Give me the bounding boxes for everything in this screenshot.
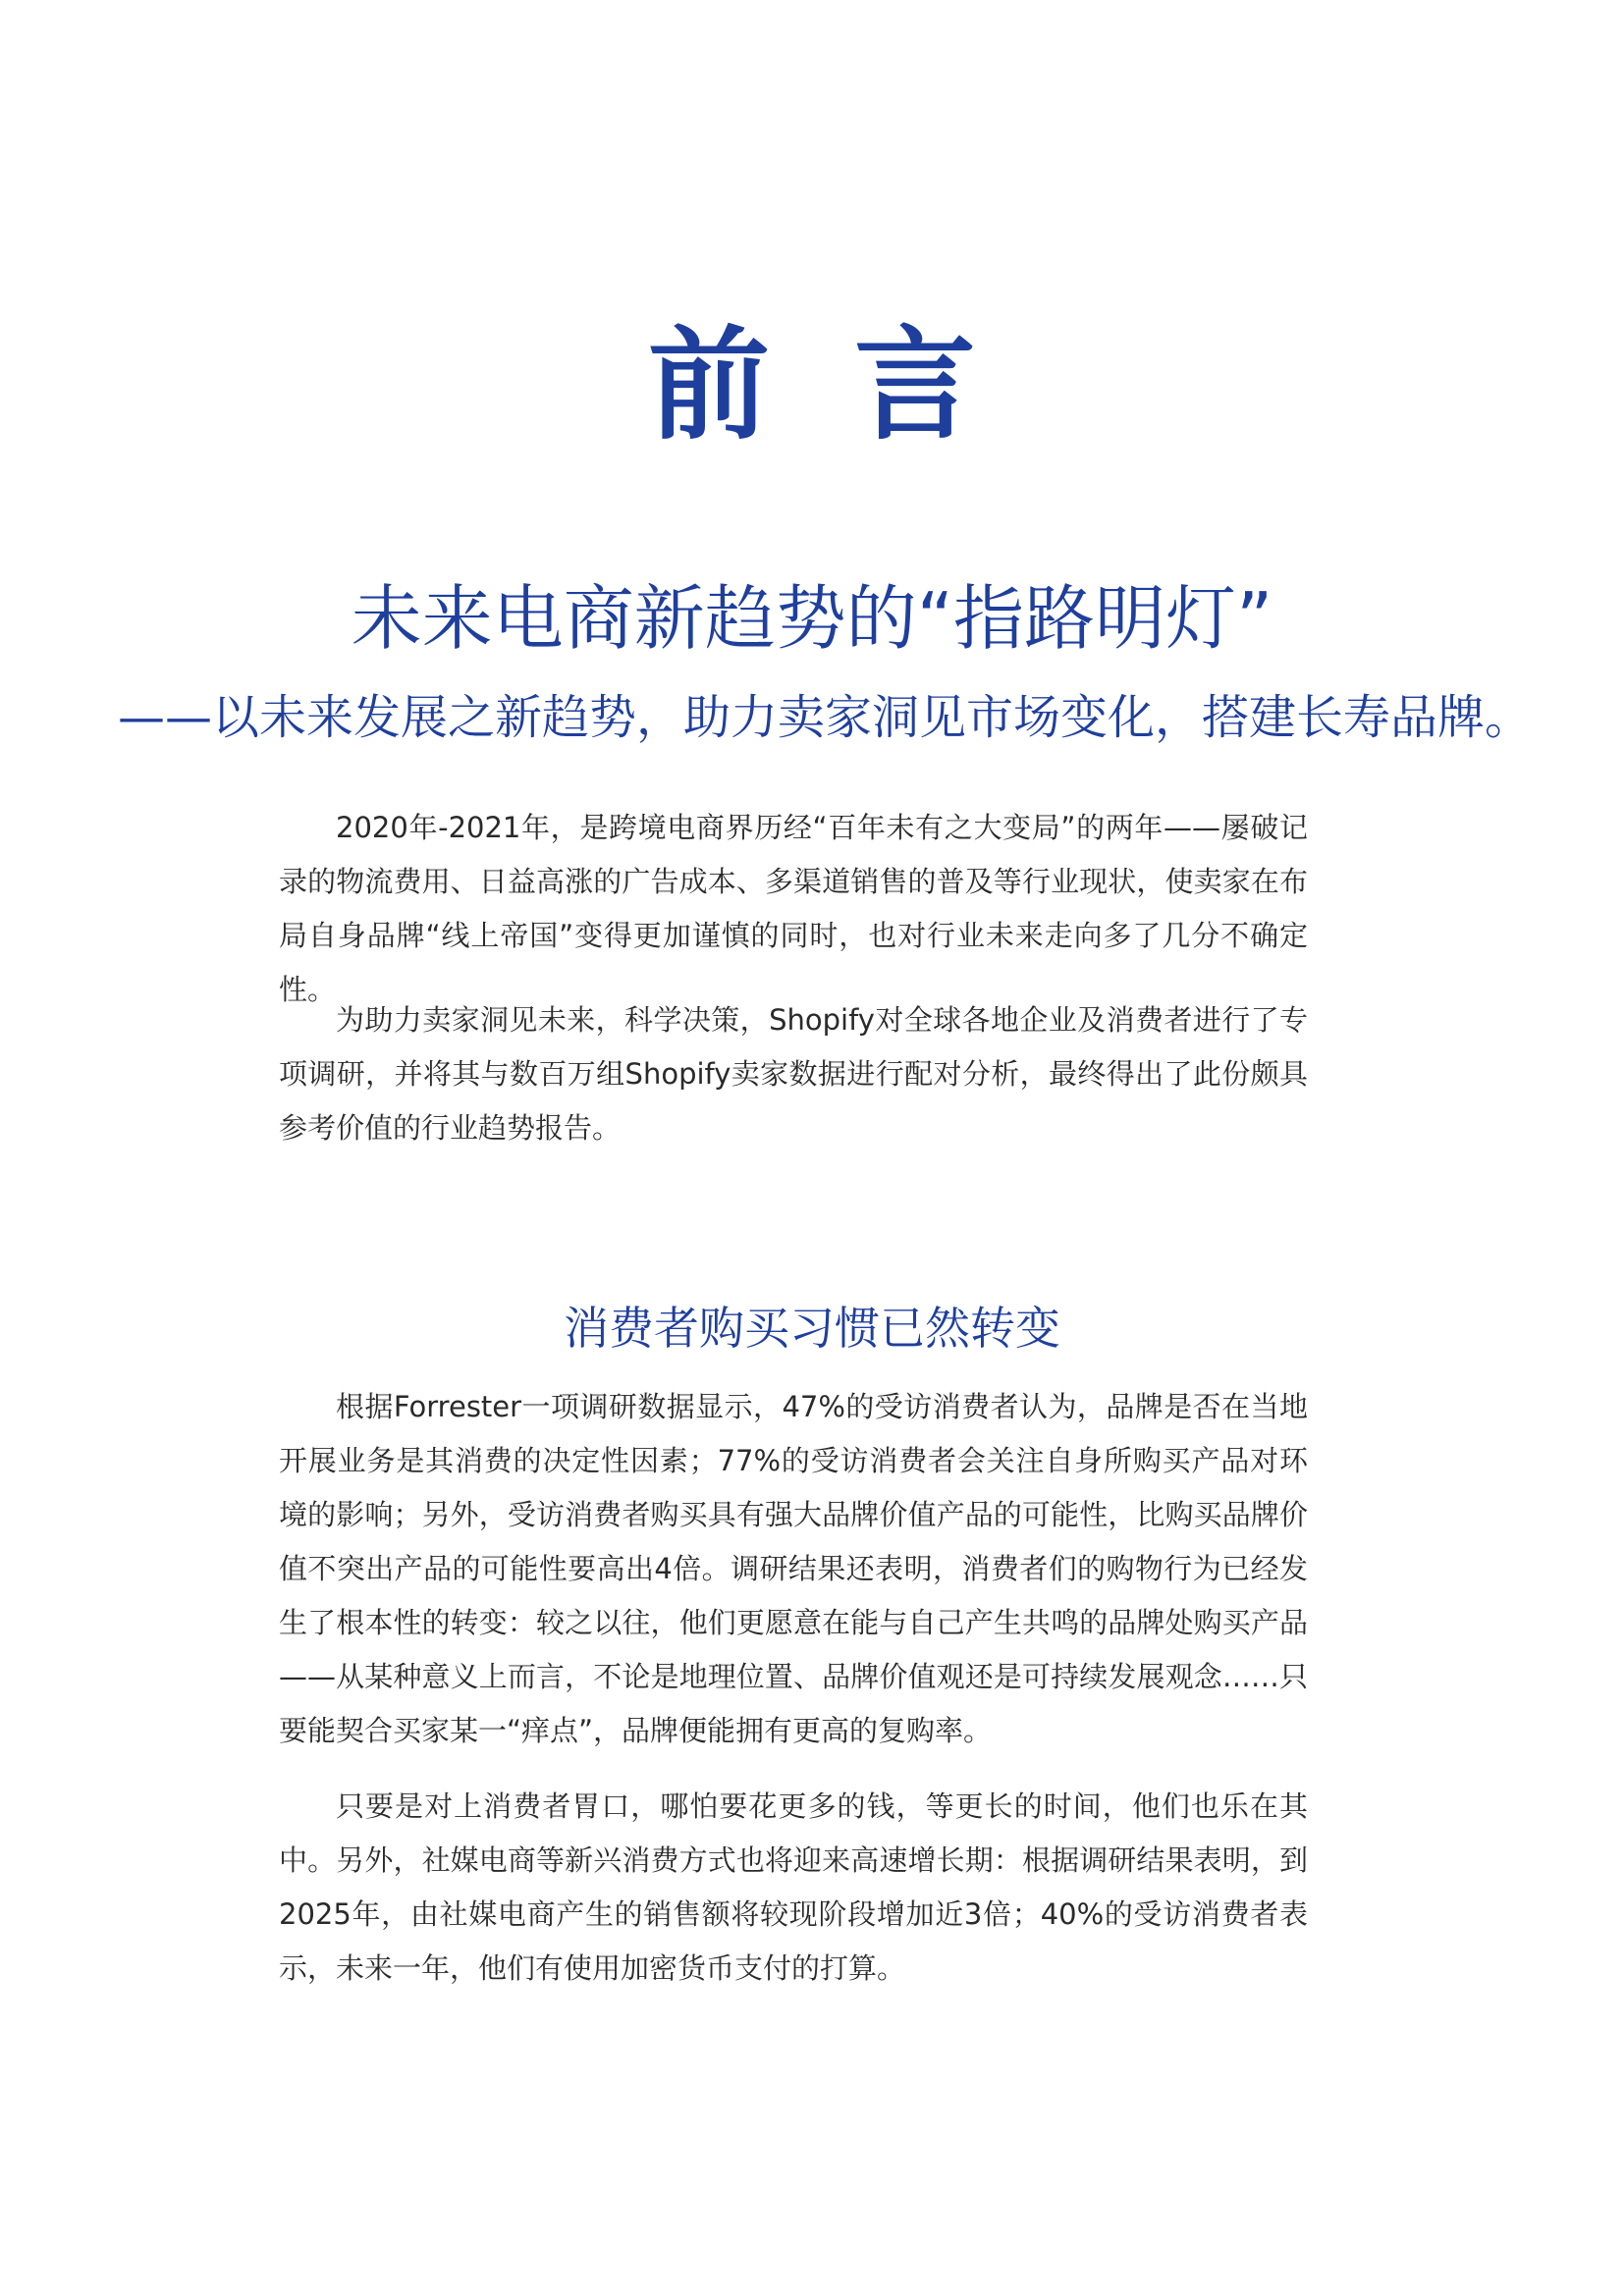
section-title: 消费者购买习惯已然转变 (564, 1302, 1060, 1355)
headline: 未来电商新趋势的“指路明灯” (351, 577, 1273, 660)
page-title: 前言 (647, 315, 1060, 456)
intro-paragraph-1: 2020年-2021年，是跨境电商界历经“百年未有之大变局”的两年——屡破记录的物流费用、日益高涨的广告成本、多渠道销售的普及等行业现状，使卖家在布局自身品牌“线上帝国”变得更加谨慎的同时，也对行业未来走向多了几分不确定性。 (279, 811, 1308, 1006)
subheadline: ——以未来发展之新趋势，助力卖家洞见市场变化，搭建长寿品牌。 (118, 690, 1533, 745)
section-paragraph-1: 根据Forrester一项调研数据显示，47%的受访消费者认为，品牌是否在当地开展业务是其消费的决定性因素；77%的受访消费者会关注自身所购买产品对环境的影响；另外，受访消费者购买具有强大品牌价值产品的可能性，比购买品牌价值不突出产品的可能性要高出4倍。调研结果还表明，消费者们的购物行为已经发生了根本性的转变：较之以往，他们更愿意在能与自己产生共鸣的品牌处购买产品——从某种意义上而言，不论是地理位置、品牌价值观还是可持续发展观念……只要能契合买家某一“痒点”，品牌便能拥有更高的复购率。 (279, 1390, 1308, 1747)
intro-paragraph-2: 为助力卖家洞见未来，科学决策，Shopify对全球各地企业及消费者进行了专项调研，并将其与数百万组Shopify卖家数据进行配对分析，最终得出了此份颇具参考价值的行业趋势报告。 (279, 1003, 1308, 1145)
section-paragraph-2: 只要是对上消费者胃口，哪怕要花更多的钱，等更长的时间，他们也乐在其中。另外，社媒电商等新兴消费方式也将迎来高速增长期：根据调研结果表明，到2025年，由社媒电商产生的销售额将较现阶段增加近3倍；40%的受访消费者表示，未来一年，他们有使用加密货币支付的打算。 (279, 1789, 1308, 1985)
